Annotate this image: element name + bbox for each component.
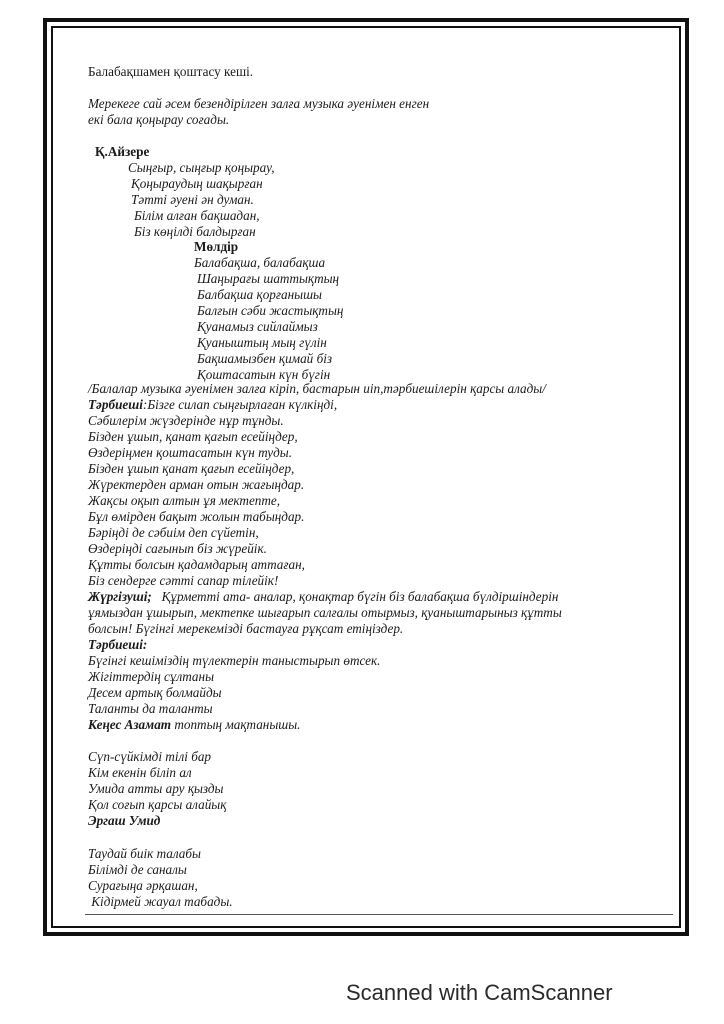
verse-line: Жігіттердің сұлтаны [88,669,214,684]
host-paragraph-first [88,589,558,605]
speaker-moldir: Мөлдір [194,239,239,254]
verse-line: Умида атты ару қызды [88,781,224,796]
poem-line: Қоштасатын күн бүгін [197,367,331,382]
verse-line: Біз сендерге сәтті сапар тілейік! [88,573,279,588]
host-line: болсын! Бүгінгі мерекемізді бастауға рұқсат етіңіздер. [88,621,404,636]
scanner-watermark: Scanned with CamScanner [346,980,613,1005]
speaker-aizere: Қ.Айзере [95,144,150,159]
poem-line: Қуаныштың мың гүлін [197,335,327,350]
student-intro-azamat [88,717,300,733]
verse-line: Десем артық болмайды [88,685,222,700]
stage-direction: /Балалар музыка әуенімен залға кіріп, бастарын иіп,тәрбиешілерін қарсы алады/ [88,381,546,396]
speaker-teacher: Тәрбиеші [88,397,143,412]
host-line: ұямыздан ұшырып, мектепке шығарып салғалы отырмыз, қуаныштарыныз құтты [88,605,562,620]
speaker-host: Жүргізуші; [88,589,152,604]
verse-line: Жүректерден арман отын жағыңдар. [88,477,305,492]
verse-line: Таланты да таланты [88,701,213,716]
verse-line: Сурағыңа әрқашан, [88,878,198,893]
verse-line: топтың мақтанышы. [171,717,301,732]
teacher-verse-first [88,397,337,413]
verse-line: Жақсы оқып алтын ұя мектепте, [88,493,281,508]
verse-line: Таудай биік талабы [88,846,201,861]
poem-line: Балабақша, балабақша [194,255,326,270]
poem-line: Балғын сәби жастықтың [197,303,344,318]
poem-line: Біз көңілді балдырған [134,224,256,239]
poem-line: Тәтті әуені ән думан. [131,192,254,207]
verse-line: Білімді де саналы [88,862,187,877]
speaker-teacher-2: Тәрбиеші: [88,637,148,652]
poem-line: Шаңырағы шаттықтың [197,271,340,286]
poem-line: Сыңғыр, сыңғыр қоңырау, [128,160,275,175]
host-line: Құрметті ата- аналар, қонақтар бүгін біз балабақша бүлдіршіндерін [161,589,559,604]
verse-line: Өздеріңмен қоштасатын күн туды. [88,445,292,460]
verse-line: Бізден ұшып қанат қағып есейіңдер, [88,461,295,476]
poem-line: Қуанамыз сийлаймыз [197,319,318,334]
intro-line: екі бала қоңырау соғады. [88,112,230,127]
student-name: Кеңес Азамат [88,717,172,732]
verse-line: Өздеріңді сағынып біз жүрейік. [88,541,267,556]
document-title: Балабақшамен қоштасу кеші. [88,64,254,79]
poem-line: Қоңыраудың шақырған [131,176,263,191]
verse-line: Бізден ұшып, қанат қағып есейіңдер, [88,429,298,444]
horizontal-rule [85,914,673,915]
verse-line: Құтты болсын қадамдарың аттаған, [88,557,305,572]
verse-line: Сүп-сүйкімді тілі бар [88,749,212,764]
student-name: Эргаш Умид [88,813,161,828]
intro-line: Мерекеге сай әсем безендірілген залға музыка әуенімен енген [88,96,430,111]
verse-line: Сәбилерім жүздерінде нұр тұнды. [88,413,284,428]
poem-line: Балбақша қорғанышы [197,287,322,302]
poem-line: Бақшамызбен қимай біз [197,351,333,366]
verse-line: Кім екенін біліп ал [88,765,192,780]
verse-line: Қол соғып қарсы алайық [88,797,227,812]
verse-line: Бүгінгі кешіміздің түлектерін таныстырып өтсек. [88,653,381,668]
verse-line: Бәріңді де сәбиім деп сүйетін, [88,525,259,540]
verse-line: Бұл өмірден бақыт жолын табыңдар. [88,509,305,524]
verse-line: Кідірмей жауал табады. [88,894,233,909]
verse-line: :Бізге силап сыңғырлаған күлкіңді, [142,397,338,412]
poem-line: Білім алған бақшадан, [134,208,260,223]
